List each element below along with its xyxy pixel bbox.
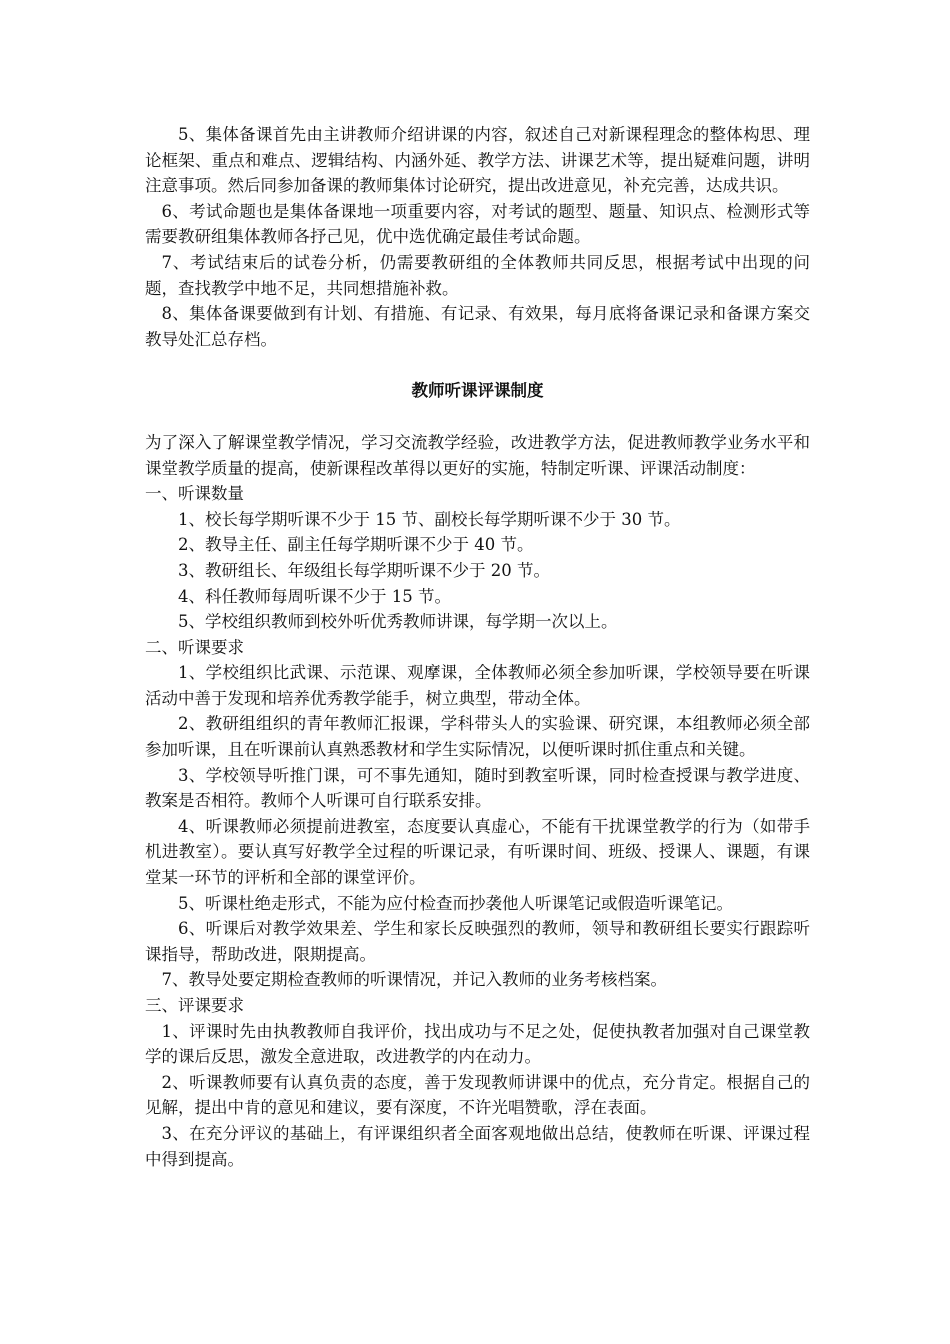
paragraph-item-6: 6、考试命题也是集体备课地一项重要内容，对考试的题型、题量、知识点、检测形式等需要教研组集体教师各抒己见，优中选优确定最佳考试命题。	[145, 201, 810, 247]
list-item: 2、教研组组织的青年教师汇报课，学科带头人的实验课、研究课，本组教师必须全部参加听课，且在听课前认真熟悉教材和学生实际情况，以便听课时抓住重点和关键。	[145, 714, 810, 760]
list-item: 5、听课杜绝走形式，不能为应付检查而抄袭他人听课笔记或假造听课笔记。	[178, 893, 733, 913]
list-item: 2、教导主任、副主任每学期听课不少于 40 节。	[178, 535, 534, 555]
part-heading-evaluation: 三、评课要求	[145, 996, 244, 1015]
part-heading-requirements: 二、听课要求	[145, 637, 244, 657]
document-page	[145, 122, 810, 1172]
paragraph-item-8: 8、集体备课要做到有计划、有措施、有记录、有效果，每月底将备课记录和备课方案交教导处汇总存档。	[145, 304, 810, 349]
intro-paragraph: 为了深入了解课堂教学情况，学习交流教学经验，改进教学方法，促进教师教学业务水平和课堂教学质量的提高，使新课程改革得以更好的实施，特制定听课、评课活动制度：	[145, 432, 810, 478]
section-lesson-prep-rules	[145, 122, 810, 352]
list-item: 1、学校组织比武课、示范课、观摩课，全体教师必须全参加听课，学校领导要在听课活动中善于发现和培养优秀教学能手，树立典型，带动全体。	[145, 663, 810, 708]
list-item: 4、科任教师每周听课不少于 15 节。	[178, 586, 451, 606]
list-item: 3、学校领导听推门课，可不事先通知，随时到教室听课，同时检查授课与教学进度、教案是否相符。教师个人听课可自行联系安排。	[145, 765, 810, 811]
list-item: 1、评课时先由执教教师自我评价，找出成功与不足之处，促使执教者加强对自己课堂教学的课后反思，激发全意进取，改进教学的内在动力。	[145, 1021, 810, 1067]
paragraph-item-5: 5、集体备课首先由主讲教师介绍讲课的内容，叙述自己对新课程理念的整体构思、理论框架、重点和难点、逻辑结构、内涵外延、教学方法、讲课艺术等，提出疑难问题，讲明注意事项。然后同参加备课的教师集体讨论研究，提出改进意见，补充完善，达成共识。	[145, 125, 810, 196]
paragraph-item-7: 7、考试结束后的试卷分析，仍需要教研组的全体教师共同反思，根据考试中出现的问题，查找教学中地不足，共同想措施补救。	[145, 252, 810, 298]
section-observation-rules	[145, 430, 810, 1172]
list-item: 3、教研组长、年级组长每学期听课不少于 20 节。	[178, 560, 550, 580]
list-item: 6、听课后对教学效果差、学生和家长反映强烈的教师，领导和教研组长要实行跟踪听课指导，帮助改进，限期提高。	[145, 919, 810, 964]
list-item: 1、校长每学期听课不少于 15 节、副校长每学期听课不少于 30 节。	[178, 509, 681, 529]
part-heading-quantity: 一、听课数量	[145, 484, 244, 504]
section-title: 教师听课评课制度	[411, 381, 544, 401]
list-item: 4、听课教师必须提前进教室，态度要认真虚心，不能有干扰课堂教学的行为（如带手机进教室）。要认真写好教学全过程的听课记录，有听课时间、班级、授课人、课题，有课堂某一环节的评析和全部的课堂评价。	[145, 816, 810, 888]
list-item: 7、教导处要定期检查教师的听课情况，并记入教师的业务考核档案。	[161, 970, 667, 990]
list-item: 3、在充分评议的基础上，有评课组织者全面客观地做出总结，使教师在听课、评课过程中得到提高。	[145, 1123, 810, 1169]
list-item: 2、听课教师要有认真负责的态度，善于发现教师讲课中的优点，充分肯定。根据自己的见解，提出中肯的意见和建议，要有深度，不许光唱赞歌，浮在表面。	[145, 1072, 810, 1118]
list-item: 5、学校组织教师到校外听优秀教师讲课，每学期一次以上。	[178, 612, 618, 632]
